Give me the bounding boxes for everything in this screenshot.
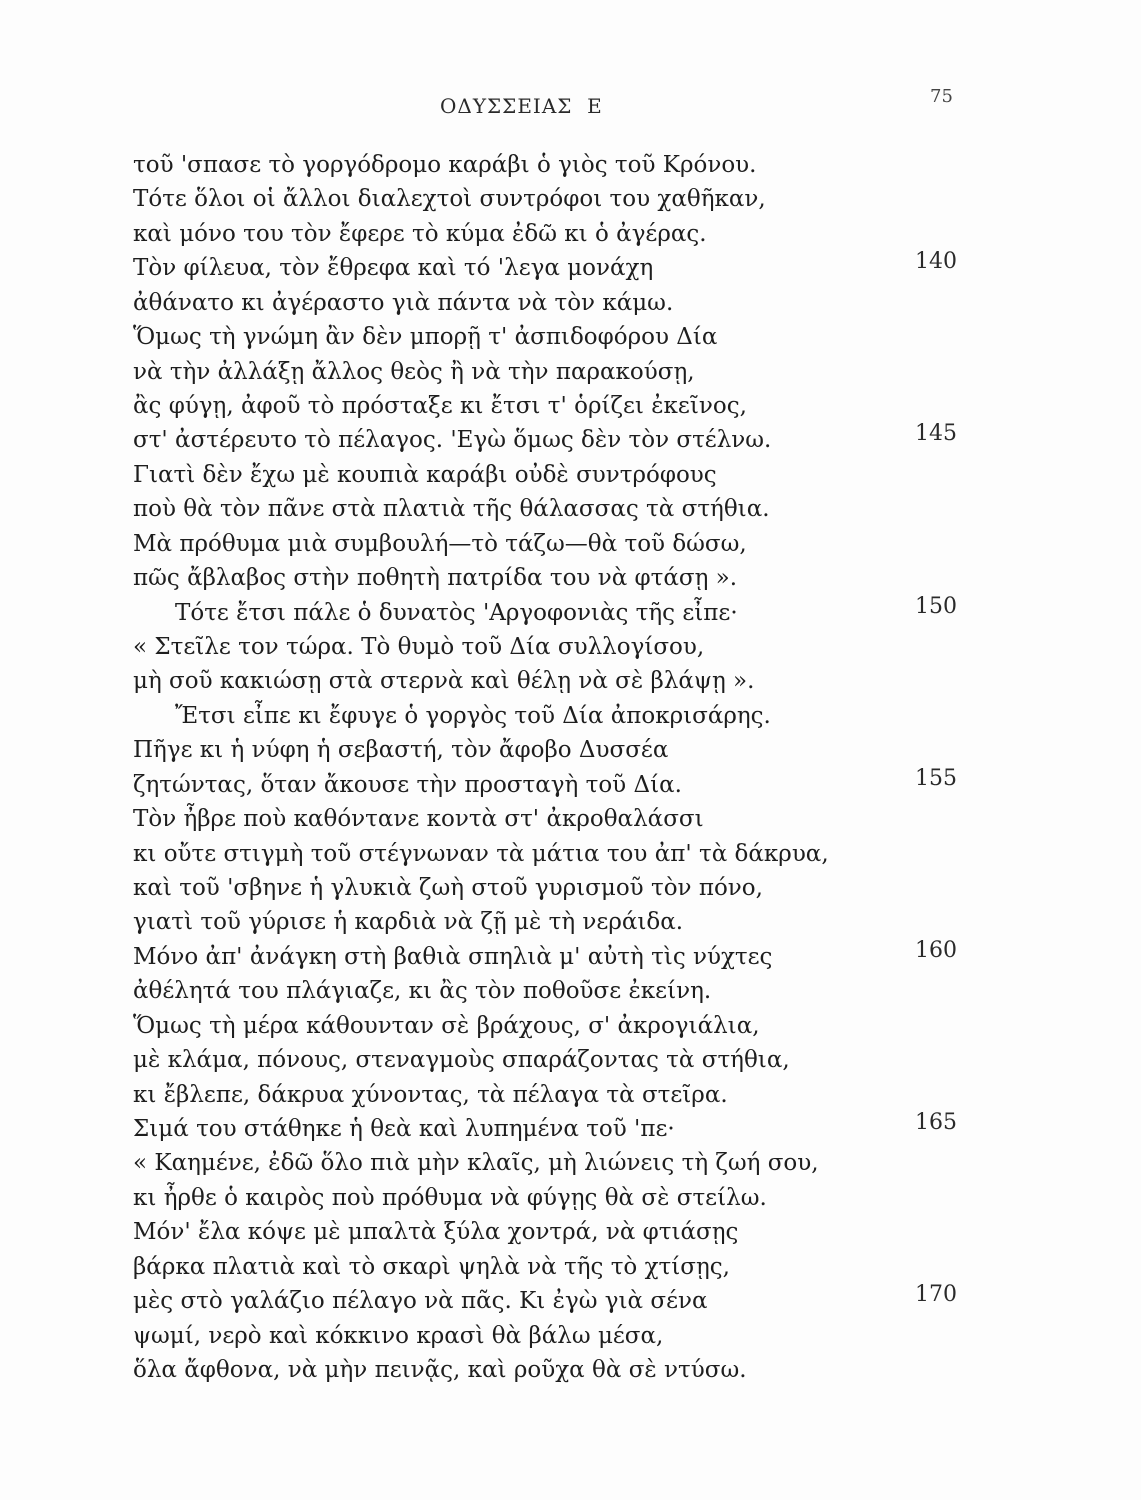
- line-number: 165: [915, 1110, 957, 1135]
- verse-line: « Στεῖλε τον τώρα. Τὸ θυμὸ τοῦ Δία συλλογίσου,: [133, 634, 705, 660]
- verse-line: Ὅμως τὴ μέρα κάθουνταν σὲ βράχους, σ' ἀκρογιάλια,: [133, 1013, 760, 1039]
- verse-line: μὲ κλάμα, πόνους, στεναγμοὺς σπαράζοντας τὰ στήθια,: [133, 1047, 790, 1073]
- verse-line: μὲς στὸ γαλάζιο πέλαγο νὰ πᾶς. Κι ἐγὼ γιὰ σένα: [133, 1288, 708, 1314]
- verse-line: Μόν' ἔλα κόψε μὲ μπαλτὰ ξύλα χοντρά, νὰ φτιάσῃς: [133, 1219, 739, 1245]
- running-header-title: ΟΔΥΣΣΕΙΑΣ Ε: [440, 94, 603, 118]
- verse-line: Σιμά του στάθηκε ἡ θεὰ καὶ λυπημένα τοῦ 'πε·: [133, 1116, 675, 1142]
- line-number: 140: [915, 249, 957, 274]
- verse-line: γιατὶ τοῦ γύρισε ἡ καρδιὰ νὰ ζῇ μὲ τὴ νεράιδα.: [133, 909, 684, 935]
- line-number: 145: [915, 421, 957, 446]
- verse-line: « Καημένε, ἐδῶ ὅλο πιὰ μὴν κλαῖς, μὴ λιώνεις τὴ ζωή σου,: [133, 1150, 819, 1176]
- verse-line: ψωμί, νερὸ καὶ κόκκινο κρασὶ θὰ βάλω μέσα,: [133, 1323, 664, 1349]
- verse-line: ποὺ θὰ τὸν πᾶνε στὰ πλατιὰ τῆς θάλασσας τὰ στήθια.: [133, 496, 770, 522]
- verse-line: στ' ἀστέρευτο τὸ πέλαγος. 'Εγὼ ὅμως δὲν τὸν στέλνω.: [133, 427, 772, 453]
- verse-line: πῶς ἄβλαβος στὴν ποθητὴ πατρίδα του νὰ φτάσῃ ».: [133, 565, 738, 591]
- verse-line: Τὸν ἦβρε ποὺ καθόντανε κοντὰ στ' ἀκροθαλάσσι: [133, 806, 704, 832]
- verse-line: ἂς φύγῃ, ἀφοῦ τὸ πρόσταξε κι ἔτσι τ' ὁρίζει ἐκεῖνος,: [133, 393, 747, 419]
- verse-line: κι οὔτε στιγμὴ τοῦ στέγνωναν τὰ μάτια του ἀπ' τὰ δάκρυα,: [133, 841, 829, 867]
- verse-line: Πῆγε κι ἡ νύφη ἡ σεβαστή, τὸν ἄφοβο Δυσσέα: [133, 737, 669, 763]
- verse-line: κι ἦρθε ὁ καιρὸς ποὺ πρόθυμα νὰ φύγῃς θὰ σὲ στείλω.: [133, 1185, 767, 1211]
- verse-line: ὅλα ἄφθονα, νὰ μὴν πεινᾷς, καὶ ροῦχα θὰ σὲ ντύσω.: [133, 1357, 747, 1383]
- verse-line: μὴ σοῦ κακιώσῃ στὰ στερνὰ καὶ θέλῃ νὰ σὲ βλάψῃ ».: [133, 668, 755, 694]
- verse-line: Τότε ἔτσι πάλε ὁ δυνατὸς 'Αργοφονιὰς τῆς εἶπε·: [175, 600, 738, 626]
- verse-line: Γιατὶ δὲν ἔχω μὲ κουπιὰ καράβι οὐδὲ συντρόφους: [133, 462, 717, 488]
- verse-line: καὶ μόνο του τὸν ἔφερε τὸ κύμα ἐδῶ κι ὁ ἀγέρας.: [133, 221, 707, 247]
- verse-line: ζητώντας, ὅταν ἄκουσε τὴν προσταγὴ τοῦ Δία.: [133, 772, 682, 798]
- verse-line: Μὰ πρόθυμα μιὰ συμβουλή—τὸ τάζω—θὰ τοῦ δώσω,: [133, 531, 747, 557]
- verse-line: καὶ τοῦ 'σβηνε ἡ γλυκιὰ ζωὴ στοῦ γυρισμοῦ τὸν πόνο,: [133, 875, 763, 901]
- verse-line: Μόνο ἀπ' ἀνάγκη στὴ βαθιὰ σπηλιὰ μ' αὐτὴ τὶς νύχτες: [133, 944, 773, 970]
- line-number: 155: [915, 766, 957, 791]
- verse-line: ἀθάνατο κι ἀγέραστο γιὰ πάντα νὰ τὸν κάμω.: [133, 290, 674, 316]
- verse-line: κι ἔβλεπε, δάκρυα χύνοντας, τὰ πέλαγα τὰ στεῖρα.: [133, 1082, 728, 1108]
- page-number: 75: [930, 86, 953, 107]
- verse-line: Τὸν φίλευα, τὸν ἔθρεφα καὶ τό 'λεγα μονάχη: [133, 255, 654, 281]
- line-number: 150: [915, 594, 957, 619]
- line-number: 160: [915, 938, 957, 963]
- verse-line: ἀθέλητά του πλάγιαζε, κι ἂς τὸν ποθοῦσε ἐκείνη.: [133, 978, 712, 1004]
- verse-line: τοῦ 'σπασε τὸ γοργόδρομο καράβι ὁ γιὸς τοῦ Κρόνου.: [133, 152, 757, 178]
- line-number: 170: [915, 1282, 957, 1307]
- verse-line: νὰ τὴν ἀλλάξῃ ἄλλος θεὸς ἢ νὰ τὴν παρακούσῃ,: [133, 359, 695, 385]
- verse-line: Ὅμως τὴ γνώμη ἂν δὲν μπορῇ τ' ἀσπιδοφόρου Δία: [133, 324, 718, 350]
- verse-line: Ἔτσι εἶπε κι ἔφυγε ὁ γοργὸς τοῦ Δία ἀποκρισάρης.: [175, 703, 771, 729]
- verse-line: βάρκα πλατιὰ καὶ τὸ σκαρὶ ψηλὰ νὰ τῆς τὸ χτίσῃς,: [133, 1254, 730, 1280]
- verse-line: Τότε ὅλοι οἱ ἄλλοι διαλεχτοὶ συντρόφοι του χαθῆκαν,: [133, 186, 766, 212]
